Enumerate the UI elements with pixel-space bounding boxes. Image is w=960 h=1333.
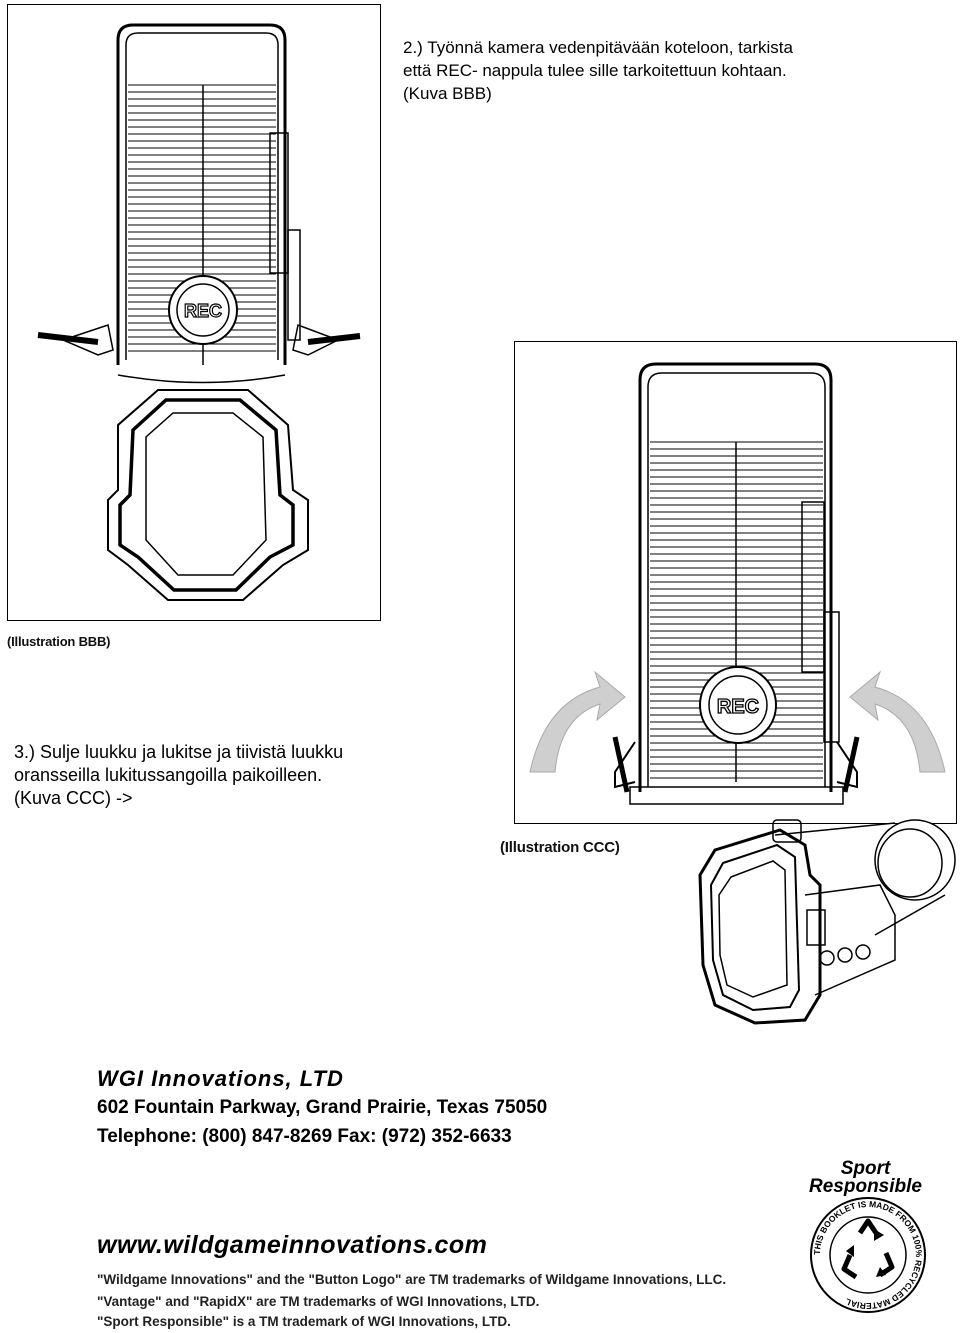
rec-button-label: REC (183, 301, 223, 321)
rotate-arrow-left-icon (530, 672, 625, 772)
step-2-line-2: että REC- nappula tulee sille tarkoitettuun kohtaan. (403, 61, 787, 80)
rec-button-label: REC (716, 696, 760, 718)
rotate-arrow-right-icon (850, 672, 945, 772)
company-name: WGI Innovations, LTD (97, 1066, 344, 1091)
step-2-instructions (403, 36, 953, 105)
trademark-line-2: "Vantage" and "RapidX" are TM trademarks of WGI Innovations, LTD. (97, 1294, 540, 1309)
illustration-ccc-caption: (Illustration CCC) (500, 839, 620, 856)
company-phone: Telephone: (800) 847-8269 Fax: (972) 352-6633 (97, 1126, 512, 1147)
sport-logo-line-2: Responsible (809, 1176, 922, 1197)
step-3-instructions (14, 741, 484, 810)
svg-text:THIS BOOKLET IS MADE FROM 100% (812, 1199, 924, 1311)
camera-housing-open-drawing (8, 5, 382, 622)
illustration-bbb-caption: (Illustration BBB) (7, 634, 111, 649)
illustration-bbb-frame (7, 4, 381, 621)
step-2-line-3: (Kuva BBB) (403, 84, 492, 103)
camera-housing-perspective-drawing (695, 815, 960, 1030)
step-3-line-1: 3.) Sulje luukku ja lukitse ja tiivistä luukku (14, 742, 344, 762)
sport-responsible-logo (778, 1160, 953, 1196)
trademark-line-1: "Wildgame Innovations" and the "Button Logo" are TM trademarks of Wildgame Innovations, LLC. (97, 1272, 727, 1287)
step-3-line-2: oransseilla lukitussangoilla paikoilleen. (14, 765, 323, 785)
illustration-ccc-frame (514, 341, 957, 824)
company-website: www.wildgameinnovations.com (97, 1231, 488, 1259)
trademark-line-3: "Sport Responsible" is a TM trademark of WGI Innovations, LTD. (97, 1314, 511, 1329)
camera-housing-closed-drawing (515, 342, 958, 825)
company-address: 602 Fountain Parkway, Grand Prairie, Texas 75050 (97, 1097, 548, 1118)
step-3-line-3: (Kuva CCC) -> (14, 788, 133, 808)
recycle-seal-icon (808, 1195, 928, 1315)
step-2-line-1: 2.) Työnnä kamera vedenpitävään koteloon, tarkista (403, 38, 793, 57)
recycle-seal-text: THIS BOOKLET IS MADE FROM 100% RECYCLED MATERIAL (811, 1198, 925, 1312)
sport-logo-line-1: Sport (840, 1158, 891, 1179)
